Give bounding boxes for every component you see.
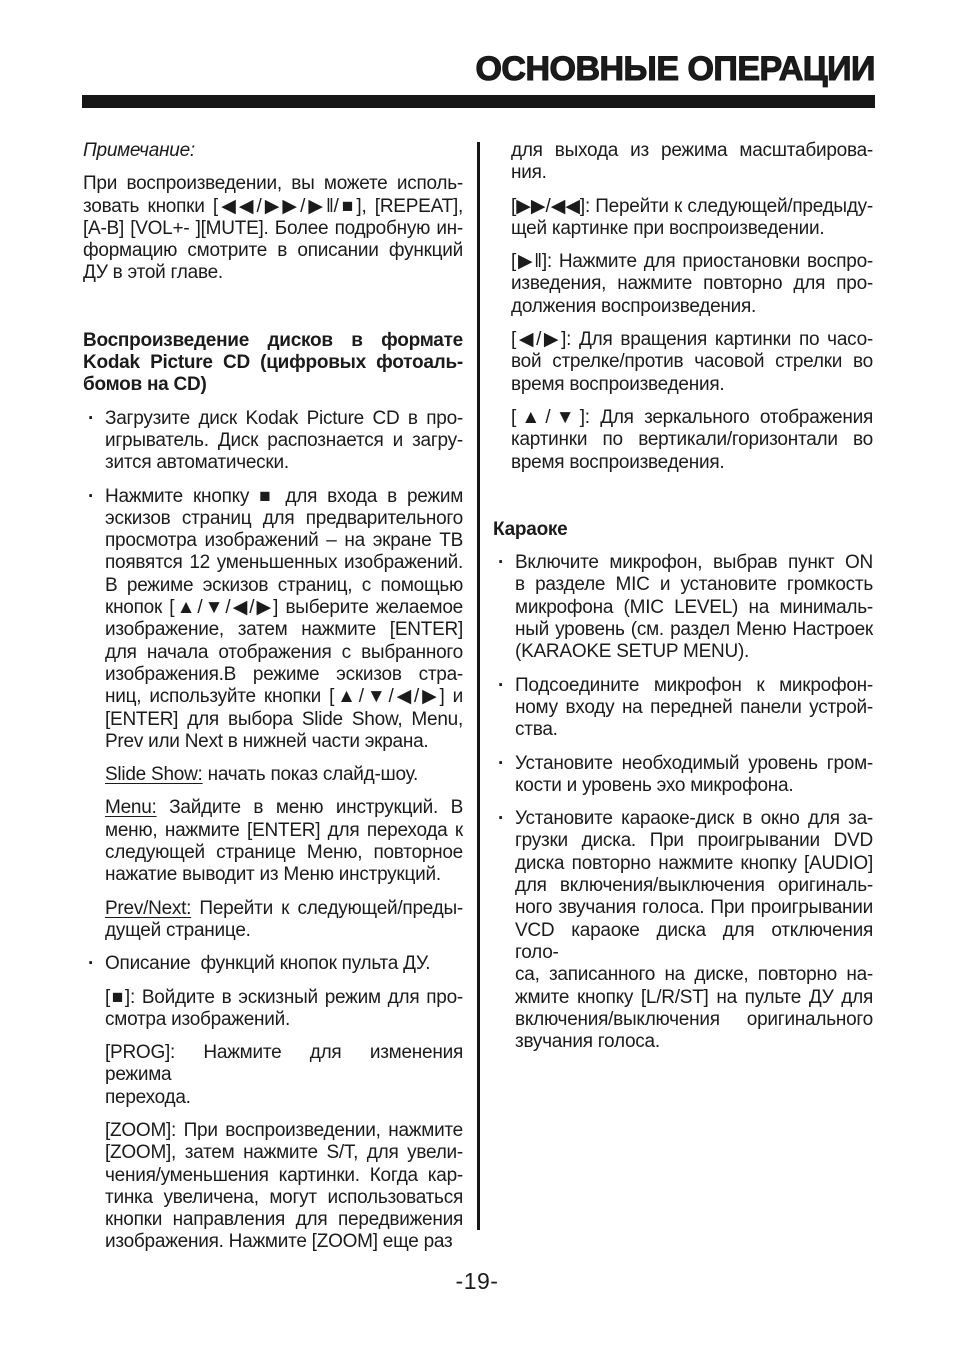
bullet-mic-on — [493, 552, 873, 663]
bullet-thumbnail-mode — [83, 486, 463, 754]
text-line: Prev или Next в нижней части экрана. — [105, 730, 429, 752]
sub-rotate-key — [511, 329, 873, 396]
left-column — [83, 140, 463, 1254]
text-line: вой стрелке/против часовой стрелки во — [511, 351, 873, 373]
text-line: зится автоматически. — [105, 452, 289, 474]
sub-pause-key — [511, 251, 873, 318]
text-line: Kodak Picture CD (цифровых фотоаль- — [83, 352, 463, 374]
text-line: тинка увеличена, могут использоваться — [105, 1186, 463, 1208]
underlined-label: Slide Show: — [105, 764, 203, 786]
text-line: включения/выключения оригинального — [515, 1008, 873, 1030]
header-rule — [82, 95, 875, 108]
text-line: для выхода из режима масштабирова- — [511, 140, 873, 161]
text-line: Воспроизведение дисков в формате — [83, 329, 463, 351]
column-divider — [477, 142, 480, 1230]
text-line: [ZOOM]: При воспроизведении, нажмите — [105, 1119, 463, 1141]
text-line: игрыватель. Диск распознается и загру- — [105, 429, 463, 451]
text-line: ному входу на передней панели устрой- — [515, 696, 873, 718]
text-line: следующей странице Меню, повторное — [105, 842, 463, 864]
sub-mirror-key — [511, 407, 873, 474]
text-line: ния. — [511, 162, 547, 184]
sub-zoom-exit — [511, 140, 873, 185]
text-line: бомов на CD) — [83, 374, 207, 396]
text-line: Menu: Зайдите в меню инструкций. В — [105, 797, 463, 819]
text-line: са, записанного на диске, повторно на- — [515, 964, 873, 986]
text-line: ДУ в этой главе. — [83, 262, 223, 284]
page-number: -19- — [455, 1268, 499, 1294]
text-line: появятся 12 уменьшенных изображений. — [105, 552, 463, 574]
text-line: [◀/▶]: Для вращения картинки по часо- — [511, 329, 873, 351]
text-line: · Установите необходимый уровень гром- — [515, 752, 873, 774]
text-line: чения/уменьшения картинки. Когда кар- — [105, 1164, 463, 1186]
text-line: · Нажмите кнопку ■ для входа в режим — [105, 485, 463, 507]
text-line: [A-B] [VOL+- ][MUTE]. Более подробную ин- — [83, 217, 463, 239]
text-line: эскизов страниц для предварительного — [105, 507, 463, 529]
two-column-body — [83, 140, 873, 1254]
text-line: изображения.В режиме эскизов стра- — [105, 663, 463, 685]
text-line: Примечание: — [83, 140, 195, 161]
text-line: меню, нажмите [ENTER] для перехода к — [105, 819, 463, 841]
text-line: грузки диска. При проигрывании DVD — [515, 830, 873, 852]
text-line: · Загрузите диск Kodak Picture CD в про- — [105, 407, 463, 429]
text-line: изведения, нажмите повторно для про- — [511, 273, 873, 295]
sub-prev-next — [105, 898, 463, 943]
sub-prog-key — [105, 1042, 463, 1109]
text-line: · Описание функций кнопок пульта ДУ. — [105, 953, 431, 975]
text-line: Караоке — [493, 518, 568, 540]
text-line: В режиме эскизов страниц, с помощью — [105, 574, 463, 596]
text-line: [PROG]: Нажмите для изменения режима — [105, 1042, 463, 1086]
text-line: Slide Show: начать показ слайд-шоу. — [105, 764, 419, 786]
text-line: кнопки направления для передвижения — [105, 1209, 463, 1231]
text-line: ства. — [515, 719, 558, 741]
text-line: дущей странице. — [105, 919, 251, 941]
kodak-heading — [83, 330, 463, 397]
text-line: формацию смотрите в описании функций — [83, 240, 463, 262]
text-line: время воспроизведения. — [511, 451, 725, 473]
text-line: · Подсоедините микрофон к микрофон- — [515, 674, 873, 696]
text-line: [ZOOM], затем нажмите S/T, для увели- — [105, 1142, 463, 1164]
text-line: При воспроизведении, вы можете исполь- — [83, 173, 463, 195]
text-line: зовать кнопки [◀◀/▶▶/▶‖/■], [REPEAT], — [83, 195, 463, 217]
text-line: жмите кнопку [L/R/ST] на пульте ДУ для — [515, 986, 873, 1008]
text-line: кости и уровень эхо микрофона. — [515, 774, 794, 796]
bullet-remote-functions — [83, 953, 463, 975]
text-line: смотра изображений. — [105, 1008, 291, 1030]
text-line: перехода. — [105, 1086, 191, 1108]
text-line: время воспроизведения. — [511, 373, 725, 395]
bullet-mic-connect — [493, 675, 873, 742]
page-title: ОСНОВНЫЕ ОПЕРАЦИИ — [475, 50, 875, 88]
text-line: картинки по вертикали/горизонтали во — [511, 429, 873, 451]
underlined-label: Prev/Next: — [105, 897, 192, 919]
text-line: ный уровень (см. раздел Меню Настроек — [515, 619, 873, 641]
karaoke-heading — [493, 519, 873, 541]
text-line: Prev/Next: Перейти к следующей/преды- — [105, 897, 463, 919]
text-line: ниц, используйте кнопки [▲/▼/◀/▶] и — [105, 686, 463, 708]
bullet-load-disc — [83, 408, 463, 475]
text-line: · Установите караоке-диск в окно для за- — [515, 808, 873, 830]
text-line: VCD караоке диска для отключения голо- — [515, 919, 873, 963]
sub-menu — [105, 797, 463, 886]
text-line: для начала отображения с выбранного — [105, 641, 463, 663]
text-line: [■]: Войдите в эскизный режим для про- — [105, 986, 463, 1008]
bullet-karaoke-disc — [493, 808, 873, 1053]
underlined-label: Menu: — [105, 797, 157, 819]
text-line: щей картинке при воспроизведении. — [511, 217, 825, 239]
text-line: для включения/выключения оригиналь- — [515, 875, 873, 897]
text-line: [▲/▼]: Для зеркального отображения — [511, 406, 873, 428]
text-line: [▶‖]: Нажмите для приостановки воспро- — [511, 251, 873, 273]
right-column — [493, 140, 873, 1053]
text-line: нажатие выводит из Меню инструкций. — [105, 864, 441, 886]
text-line: [ENTER] для выбора Slide Show, Menu, — [105, 708, 463, 730]
text-line: кнопок [▲/▼/◀/▶] выберите желаемое — [105, 597, 463, 619]
text-line: [▶▶/◀◀]: Перейти к следующей/предыду- — [511, 195, 873, 217]
text-line: микрофона (MIC LEVEL) на минималь- — [515, 596, 873, 618]
sub-zoom-key — [105, 1120, 463, 1254]
sub-stop-key — [105, 987, 463, 1032]
text-line: в разделе MIC и установите громкость — [515, 574, 873, 596]
text-line: звучания голоса. — [515, 1031, 660, 1053]
text-line: должения воспроизведения. — [511, 295, 757, 317]
text-line: диска повторно нажмите кнопку [AUDIO] — [515, 852, 873, 874]
text-line: · Включите микрофон, выбрав пункт ON — [515, 552, 873, 574]
text-line: (KARAOKE SETUP MENU). — [515, 641, 750, 663]
note-label — [83, 140, 463, 162]
sub-next-prev-key — [511, 196, 873, 241]
bullet-mic-level — [493, 753, 873, 798]
text-line: просмотра изображений – на экране ТВ — [105, 530, 463, 552]
text-line: ного звучания голоса. При проигрывании — [515, 897, 873, 919]
text-line: изображение, затем нажмите [ENTER] — [105, 619, 463, 641]
sub-slide-show — [105, 764, 463, 786]
text-line: изображения. Нажмите [ZOOM] еще раз — [105, 1231, 453, 1253]
playback-note — [83, 173, 463, 284]
